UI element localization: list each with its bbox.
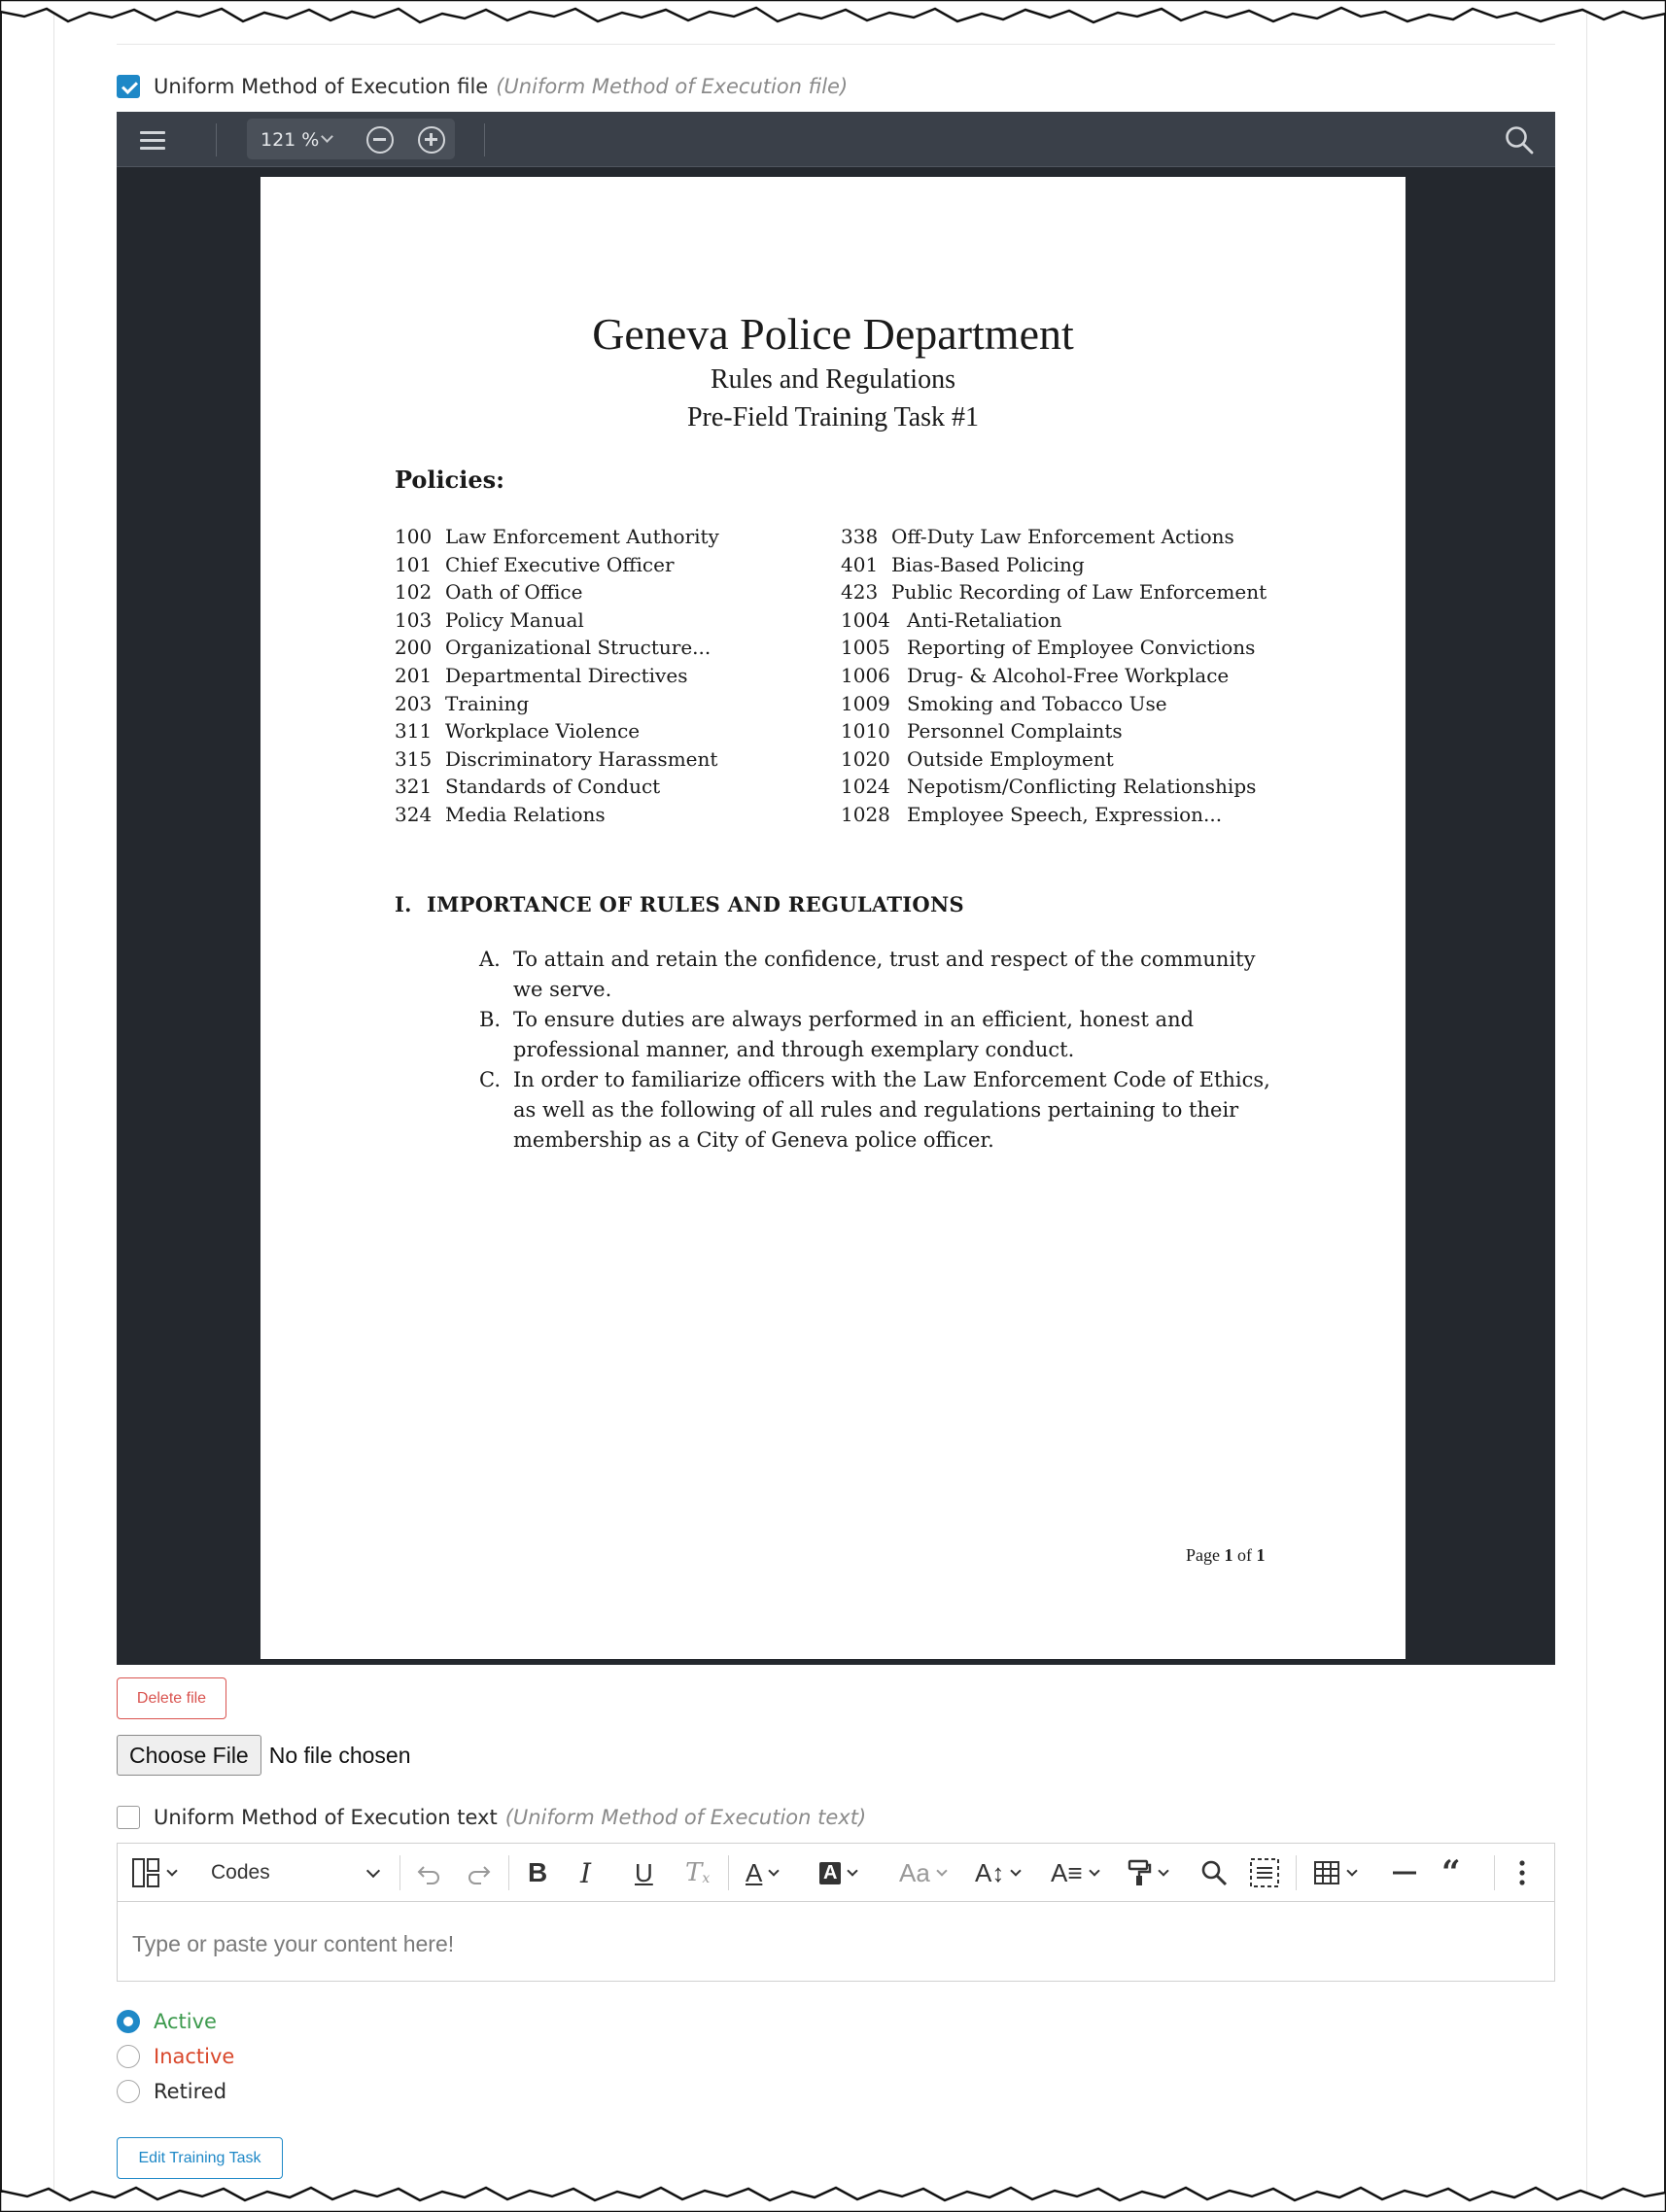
policy-number: 401 <box>841 552 879 576</box>
status-label-active: Active <box>154 2010 217 2033</box>
policy-name: Standards of Conduct <box>445 775 661 799</box>
pdf-viewer-toolbar <box>117 112 1555 167</box>
policy-number: 200 <box>395 636 433 660</box>
zoom-controls <box>247 119 455 159</box>
policy-number: 423 <box>841 580 879 605</box>
policies-heading: Policies: <box>395 466 505 494</box>
policy-item <box>841 662 1346 690</box>
file-status: No file chosen <box>268 1742 411 1768</box>
policy-number: 315 <box>395 746 433 771</box>
toolbar-separator <box>399 1855 400 1890</box>
method-text-hint: (Uniform Method of Execution text) <box>504 1806 867 1829</box>
policy-number: 102 <box>395 580 433 605</box>
method-text-row[interactable] <box>117 1803 866 1832</box>
method-file-label: Uniform Method of Execution file <box>154 75 489 98</box>
policy-item <box>395 662 822 690</box>
policy-name: Nepotism/Conflicting Relationships <box>907 775 1257 799</box>
policy-item <box>841 745 1346 774</box>
policy-item <box>841 523 1346 551</box>
policy-name: Outside Employment <box>907 746 1114 771</box>
policies-list-left <box>395 523 822 829</box>
list-item <box>479 1065 1276 1156</box>
editor-toolbar <box>118 1844 1554 1902</box>
policy-number: 1009 <box>841 691 890 715</box>
editor-content[interactable]: Type or paste your content here! <box>132 1931 455 1956</box>
bold-icon[interactable]: B <box>528 1857 548 1887</box>
policy-item <box>841 801 1346 829</box>
format-painter-icon[interactable] <box>1127 1857 1167 1888</box>
policy-name: Bias-Based Policing <box>891 552 1085 576</box>
rich-text-editor <box>117 1843 1555 1982</box>
item-text: To ensure duties are always performed in an efficient, honest and professional manner, and through exemplary conduct. <box>513 1008 1195 1061</box>
method-file-hint: (Uniform Method of Execution file) <box>496 75 849 98</box>
toolbar-separator <box>484 123 485 156</box>
frame-border-left <box>0 0 2 2212</box>
status-option-retired[interactable] <box>117 2077 226 2106</box>
undo-icon[interactable] <box>415 1857 442 1888</box>
status-radio-active[interactable] <box>117 2010 140 2033</box>
policy-item <box>395 745 822 774</box>
policy-number: 201 <box>395 663 433 687</box>
policy-number: 321 <box>395 775 433 799</box>
document-task-title: Pre-Field Training Task #1 <box>686 402 980 432</box>
torn-edge-bottom <box>0 2173 1666 2212</box>
page-prefix: Page <box>1186 1545 1225 1565</box>
page-total: 1 <box>1256 1545 1266 1565</box>
rules-list <box>479 945 1276 1156</box>
italic-icon[interactable]: I <box>580 1856 592 1889</box>
policy-number: 203 <box>395 691 433 715</box>
policy-item <box>395 717 822 745</box>
method-text-checkbox[interactable] <box>117 1806 140 1829</box>
policy-name: Law Enforcement Authority <box>445 525 719 548</box>
policy-item <box>841 578 1346 606</box>
toolbar-separator <box>508 1855 509 1890</box>
zoom-level-select[interactable]: 121 % <box>260 129 320 151</box>
search-icon[interactable] <box>1505 125 1534 155</box>
policy-number: 1006 <box>841 663 890 687</box>
redo-icon[interactable] <box>466 1857 493 1888</box>
policy-name: Reporting of Employee Convictions <box>907 636 1256 660</box>
policy-item <box>395 523 822 551</box>
status-radio-inactive[interactable] <box>117 2045 140 2068</box>
choose-file-button[interactable]: Choose File <box>117 1735 261 1776</box>
policy-name: Employee Speech, Expression... <box>907 802 1223 826</box>
policy-item <box>841 634 1346 662</box>
policy-number: 338 <box>841 525 879 548</box>
more-options-icon[interactable] <box>1517 1857 1527 1888</box>
policy-number: 1028 <box>841 802 890 826</box>
method-text-label: Uniform Method of Execution text <box>154 1806 498 1829</box>
pdf-page <box>260 177 1406 1659</box>
layout-icon[interactable] <box>131 1857 176 1888</box>
policy-number: 103 <box>395 607 433 632</box>
background-color-icon[interactable]: A <box>819 1857 856 1888</box>
status-option-inactive[interactable] <box>117 2042 234 2071</box>
file-input <box>117 1734 410 1777</box>
sidebar-toggle-icon[interactable] <box>140 125 169 155</box>
policy-number: 1004 <box>841 607 890 632</box>
policy-name: Policy Manual <box>445 607 584 632</box>
toolbar-separator <box>728 1855 729 1890</box>
policy-item <box>395 551 822 579</box>
policy-item <box>841 606 1346 635</box>
policy-item <box>841 551 1346 579</box>
item-letter: A. <box>479 948 501 971</box>
font-color-icon[interactable]: A <box>746 1857 778 1888</box>
policy-name: Anti-Retaliation <box>907 607 1062 632</box>
policy-item <box>395 578 822 606</box>
select-all-icon[interactable] <box>1249 1857 1280 1888</box>
policy-item <box>841 717 1346 745</box>
policy-name: Public Recording of Law Enforcement <box>891 580 1267 605</box>
policy-name: Training <box>445 691 530 715</box>
chevron-down-icon[interactable] <box>321 130 333 143</box>
blockquote-icon[interactable]: “ <box>1441 1853 1461 1892</box>
policy-number: 311 <box>395 719 433 743</box>
policy-number: 1005 <box>841 636 890 660</box>
page-number <box>1186 1545 1266 1566</box>
policy-item <box>841 773 1346 801</box>
policies-list-right <box>841 523 1346 829</box>
divider <box>117 44 1555 45</box>
toolbar-separator <box>1494 1855 1495 1890</box>
document-subtitle: Rules and Regulations <box>711 364 955 395</box>
style-select[interactable] <box>211 1857 384 1888</box>
status-option-active[interactable] <box>117 2007 217 2036</box>
content-border-right <box>1586 0 1587 2212</box>
list-item <box>479 945 1276 1005</box>
policy-name: Discriminatory Harassment <box>445 746 718 771</box>
policy-item <box>841 690 1346 718</box>
page-current: 1 <box>1224 1545 1233 1565</box>
toolbar-separator <box>216 123 217 156</box>
font-size-icon[interactable]: A↕ <box>975 1857 1020 1888</box>
policy-item <box>395 690 822 718</box>
method-file-checkbox[interactable] <box>117 75 140 98</box>
policy-number: 101 <box>395 552 433 576</box>
document-title: Geneva Police Department <box>592 309 1074 359</box>
item-text: To attain and retain the confidence, trust and respect of the community we serve. <box>513 948 1256 1001</box>
font-family-icon[interactable]: Aa <box>899 1857 946 1888</box>
policy-name: Personnel Complaints <box>907 719 1123 743</box>
policy-name: Media Relations <box>445 802 606 826</box>
item-text: In order to familiarize officers with the Law Enforcement Code of Ethics, as well as the following of all rules and regulations pertaining to their membership as a City of Geneva police officer. <box>513 1068 1270 1152</box>
policy-name: Off-Duty Law Enforcement Actions <box>891 525 1234 548</box>
policy-number: 1024 <box>841 775 890 799</box>
policy-item <box>395 606 822 635</box>
table-icon[interactable] <box>1313 1857 1356 1888</box>
delete-file-button[interactable]: Delete file <box>117 1677 226 1719</box>
policy-item <box>395 801 822 829</box>
text-style-icon[interactable]: A≡ <box>1051 1857 1098 1888</box>
status-radio-retired[interactable] <box>117 2080 140 2103</box>
policy-name: Departmental Directives <box>445 663 688 687</box>
toolbar-separator <box>1296 1855 1297 1890</box>
policy-item <box>395 773 822 801</box>
style-select-value: Codes <box>211 1861 270 1884</box>
item-letter: B. <box>479 1008 502 1031</box>
page-of: of <box>1232 1545 1257 1565</box>
policy-name: Chief Executive Officer <box>445 552 675 576</box>
policy-name: Organizational Structure... <box>445 636 712 660</box>
find-replace-icon[interactable] <box>1198 1857 1230 1888</box>
policy-item <box>395 634 822 662</box>
policy-number: 100 <box>395 525 433 548</box>
underline-icon[interactable]: U <box>635 1857 653 1887</box>
method-file-row[interactable] <box>117 72 848 101</box>
edit-training-task-button[interactable]: Edit Training Task <box>117 2137 283 2179</box>
section-heading: I. IMPORTANCE OF RULES AND REGULATIONS <box>395 892 964 916</box>
clear-format-icon[interactable]: T x <box>685 1858 711 1887</box>
item-letter: C. <box>479 1068 501 1091</box>
policy-name: Oath of Office <box>445 580 583 605</box>
pdf-viewer <box>117 112 1555 1665</box>
zoom-in-icon[interactable] <box>418 126 445 154</box>
status-label-inactive: Inactive <box>154 2045 235 2068</box>
policy-number: 1010 <box>841 719 890 743</box>
policy-name: Smoking and Tobacco Use <box>907 691 1167 715</box>
horizontal-line-icon[interactable] <box>1391 1857 1418 1888</box>
status-label-retired: Retired <box>154 2080 227 2103</box>
list-item <box>479 1005 1276 1065</box>
policy-number: 1020 <box>841 746 890 771</box>
policy-name: Workplace Violence <box>445 719 641 743</box>
torn-edge-top <box>0 0 1666 39</box>
content-border-left <box>53 0 54 2212</box>
policy-name: Drug- & Alcohol-Free Workplace <box>907 663 1230 687</box>
policy-number: 324 <box>395 802 433 826</box>
zoom-out-icon[interactable] <box>366 126 394 154</box>
